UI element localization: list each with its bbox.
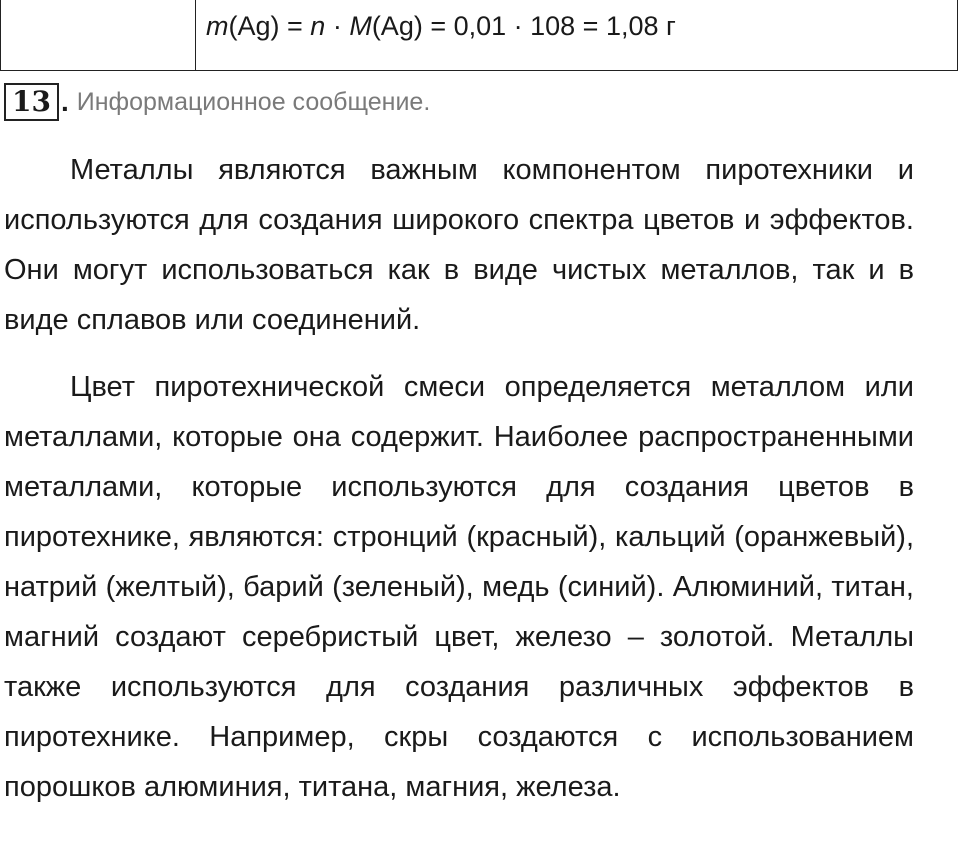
paragraph-block-2 [4,362,914,812]
formula-table [0,0,958,71]
formula-M: M [349,11,372,41]
task-number-dot: . [60,86,69,117]
formula-table-empty-cell [1,0,196,70]
formula-part-1: (Ag) = [228,11,311,41]
formula-n: n [310,11,326,41]
task-number-box: 13 [4,83,59,121]
task-title: Информационное сообщение. [76,87,431,116]
paragraph-1: Металлы являются важным компонентом пиротехники и используются для создания широкого спектра цветов и эффектов. Они могут использоваться как в виде чистых металлов, так и в виде сплавов или соединений. [4,154,914,336]
paragraph-2: Цвет пиротехнической смеси определяется металлом или металлами, которые она содержит. Наиболее распространенными металлами, которые используются для создания цветов в пиротехнике, являются: стронций (красный), кальций (оранжевый), натрий (желтый), барий (зеленый), медь (синий). Алюминий, титан, магний создают серебристый цвет, железо – золотой. Металлы также используются для создания различных эффектов в пиротехнике. Например, скры создаются с использованием порошков алюминия, титана, магния, железа. [4,371,914,803]
formula-part-3: (Ag) = 0,01 · 108 = 1,08 г [371,11,676,41]
formula-part-2: · [325,11,350,41]
task-header [4,82,430,122]
paragraph-block-1 [4,145,914,345]
formula-cell [196,0,957,70]
formula-m: m [206,11,229,41]
